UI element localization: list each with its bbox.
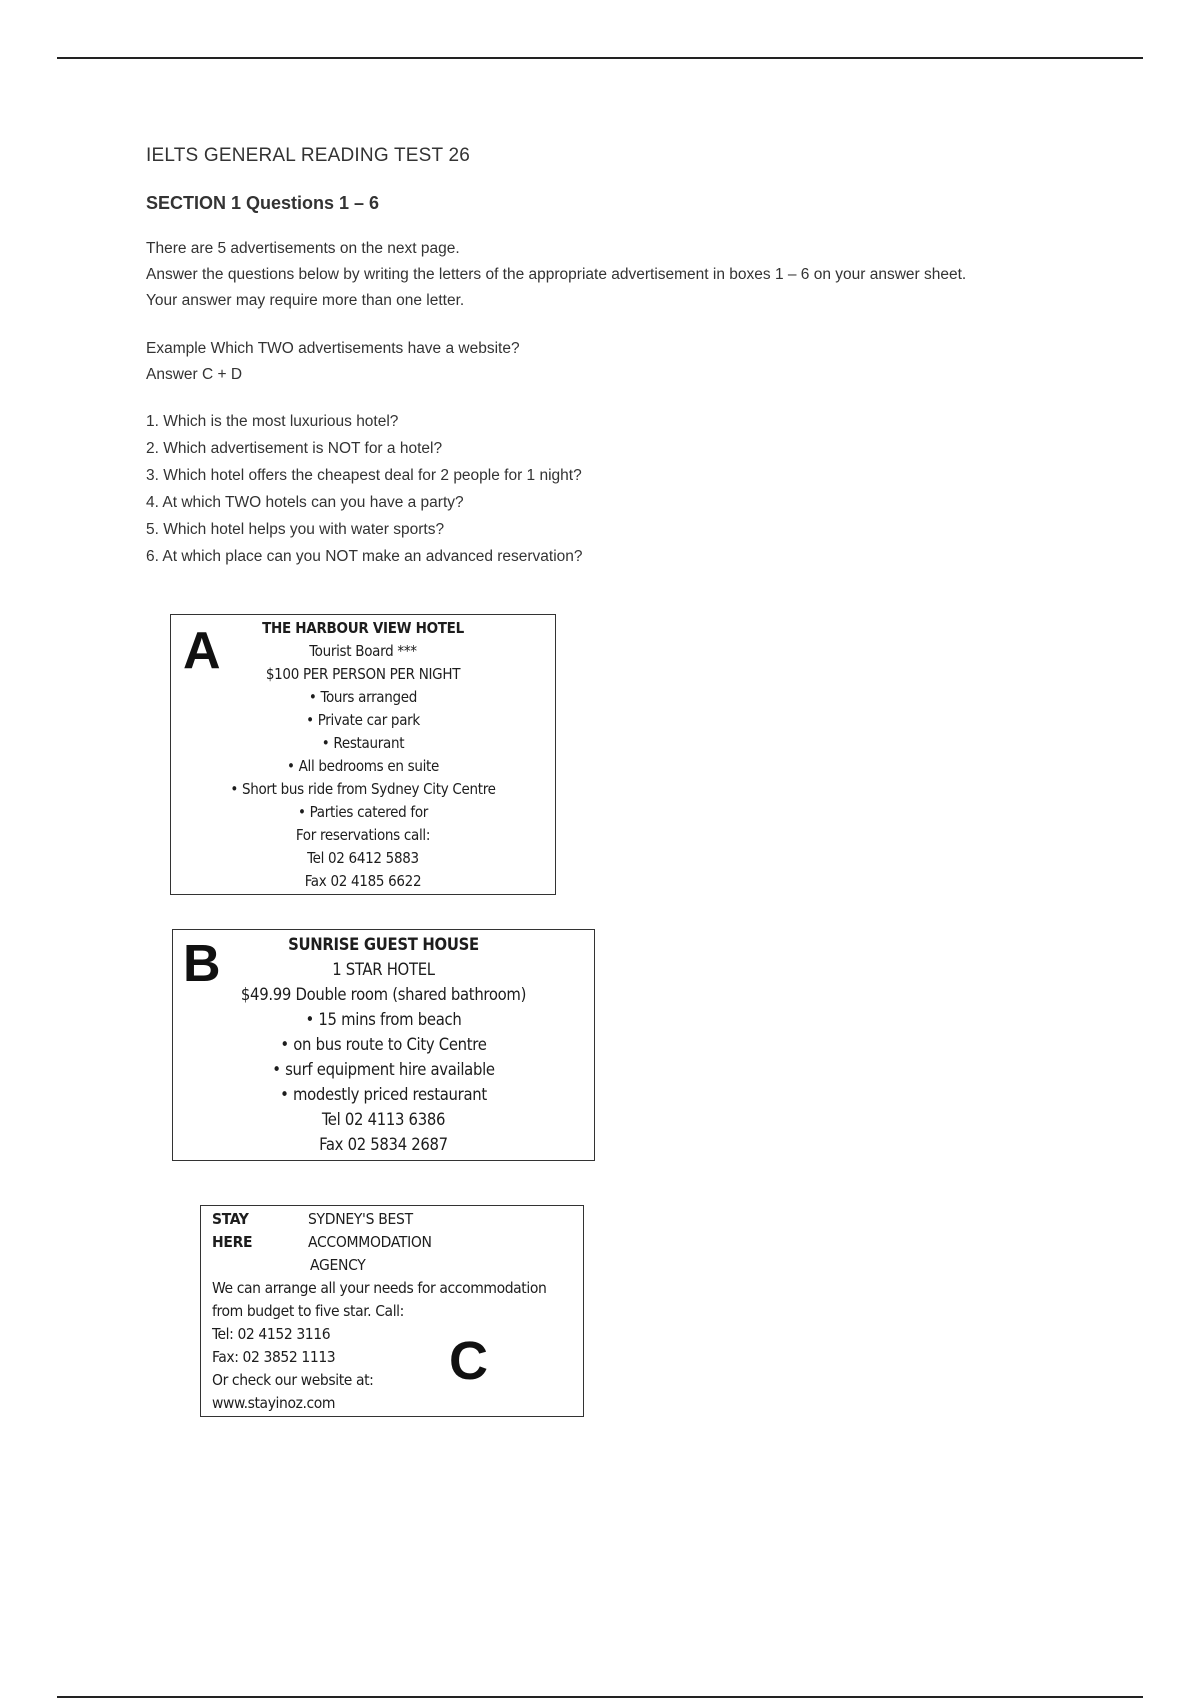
question-item: 3. Which hotel offers the cheapest deal for 2 people for 1 night? [146,467,582,484]
ad-tel: Tel: 02 4152 3116 [212,1325,331,1343]
ad-website: www.stayinoz.com [212,1394,336,1412]
question-item: 6. At which place can you NOT make an advanced reservation? [146,548,583,565]
question-item: 2. Which advertisement is NOT for a hotel? [146,440,443,457]
ad-here-label: HERE [212,1233,253,1251]
ad-letter: A [183,622,221,680]
ad-fax: Fax 02 4185 6622 [304,872,422,890]
instruction-line: There are 5 advertisements on the next page. [146,240,460,257]
ad-agency-line: ACCOMMODATION [308,1233,432,1251]
question-item: 1. Which is the most luxurious hotel? [146,413,399,430]
ad-letter: B [183,935,221,993]
ad-price: $49.99 Double room (shared bathroom) [240,985,527,1004]
page-content [146,145,1146,570]
ad-feature: • Private car park [306,711,420,729]
bottom-rule [57,1696,1143,1698]
ad-stay-label: STAY [212,1210,249,1228]
advertisement-a [170,614,556,895]
ad-letter: C [449,1331,488,1391]
ad-header [212,1208,432,1277]
ad-feature: • Restaurant [321,734,405,752]
advertisement-b [172,929,595,1161]
ad-body-line: We can arrange all your needs for accommodation [212,1279,547,1297]
ad-feature: • Tours arranged [308,688,418,706]
ad-feature: • All bedrooms en suite [286,757,440,775]
question-item: 4. At which TWO hotels can you have a party? [146,494,464,511]
ad-feature: • on bus route to City Centre [280,1035,487,1054]
ad-rating: Tourist Board *** [309,642,417,660]
ad-fax: Fax: 02 3852 1113 [212,1348,336,1366]
ad-tel: Tel 02 4113 6386 [321,1110,446,1129]
question-item: 5. Which hotel helps you with water sports? [146,521,445,538]
ad-feature: • surf equipment hire available [272,1060,495,1079]
ad-name: THE HARBOUR VIEW HOTEL [262,619,464,637]
ad-rating: 1 STAR HOTEL [332,960,435,979]
question-list [146,408,1146,570]
ad-tel: Tel 02 6412 5883 [307,849,419,867]
advertisement-c [200,1205,584,1417]
example [146,336,1146,388]
section-title: SECTION 1 Questions 1 – 6 [146,193,380,213]
ad-name: SUNRISE GUEST HOUSE [288,935,479,954]
instruction-line: Your answer may require more than one letter. [146,292,465,309]
ad-reservations: For reservations call: [295,826,431,844]
ad-feature: • modestly priced restaurant [280,1085,487,1104]
ad-website-label: Or check our website at: [212,1371,374,1389]
ad-agency-line: AGENCY [310,1256,366,1274]
ad-feature: • 15 mins from beach [305,1010,462,1029]
example-question: Example Which TWO advertisements have a website? [146,340,520,357]
top-rule [57,57,1143,59]
ad-fax: Fax 02 5834 2687 [319,1135,448,1154]
example-answer: Answer C + D [146,366,243,383]
test-title: IELTS GENERAL READING TEST 26 [146,145,470,166]
ad-body-line: from budget to five star. Call: [212,1302,404,1320]
instruction-line: Answer the questions below by writing the letters of the appropriate advertisement in boxes 1 – 6 on your answer sheet. [146,266,967,283]
ad-agency-line: SYDNEY'S BEST [308,1210,413,1228]
ad-feature: • Parties catered for [297,803,429,821]
ad-price: $100 PER PERSON PER NIGHT [265,665,461,683]
instructions [146,236,1146,314]
ad-feature: • Short bus ride from Sydney City Centre [230,780,496,798]
